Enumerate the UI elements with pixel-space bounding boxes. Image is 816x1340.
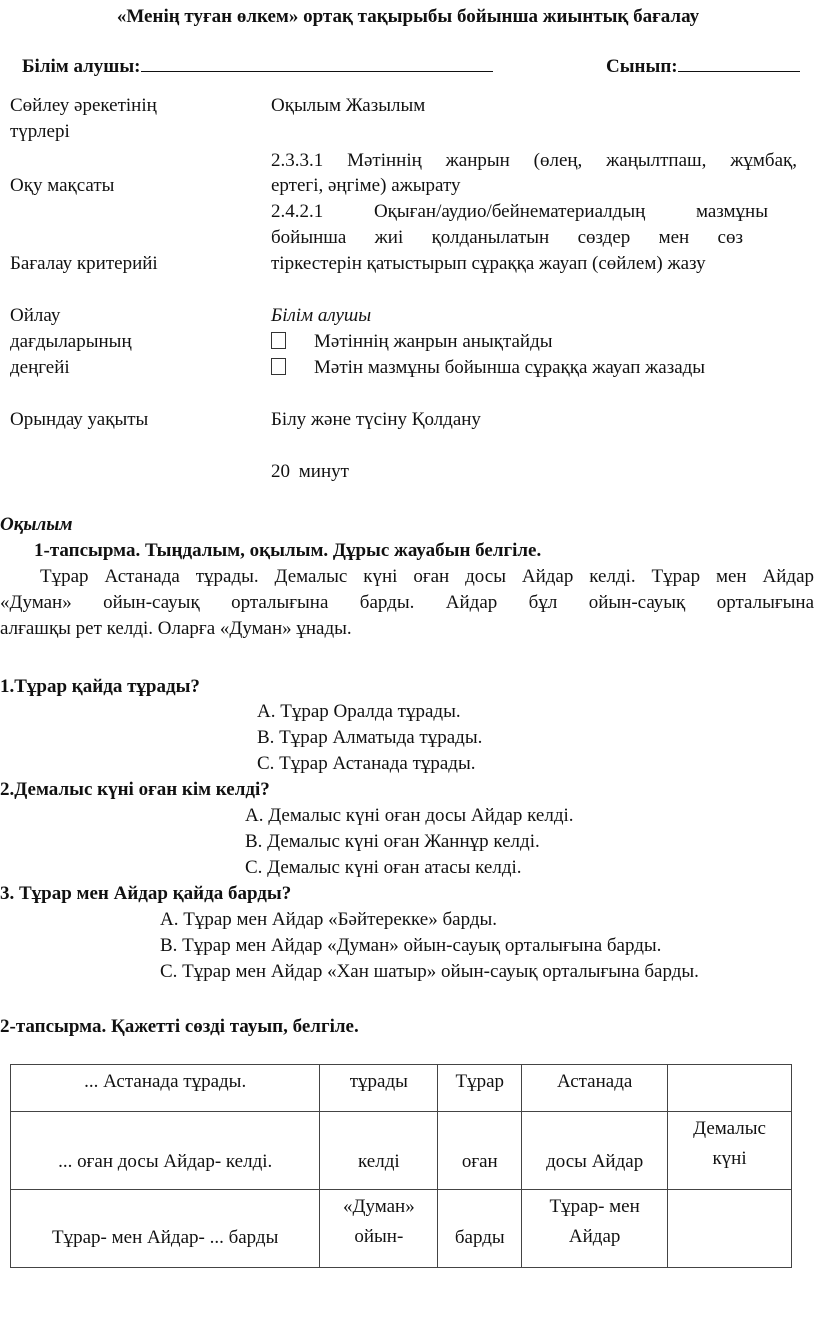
thinking-label-1: Ойлау <box>10 305 61 326</box>
word-cell[interactable] <box>668 1190 792 1268</box>
word-table <box>10 1064 792 1268</box>
class-label: Сынып: <box>606 56 678 77</box>
checkbox-icon <box>271 358 286 375</box>
page-title: «Менің туған өлкем» ортақ тақырыбы бойынша жиынтық бағалау <box>116 6 700 27</box>
q3-option-c[interactable]: C. Тұрар мен Айдар «Хан шатыр» ойын-сауық орталығына барды. <box>160 961 699 982</box>
criteria-text-2: Мәтін мазмұны бойынша сұраққа жауап жазады <box>314 357 706 378</box>
sentence-cell: ... оған досы Айдар- келді. <box>11 1112 320 1190</box>
time-value: 20 минут <box>271 461 349 482</box>
reading-text-2: «Думан» ойын-сауық орталығына барды. Айдар бұл ойын-сауық орталығына <box>0 592 814 613</box>
word-cell[interactable] <box>668 1065 792 1112</box>
thinking-label-3: деңгейі <box>10 357 70 378</box>
goal-2c: тіркестерін қатыстырып сұраққа жауап (сөйлем) жазу <box>271 253 706 274</box>
q1-option-b[interactable]: B. Тұрар Алматыда тұрады. <box>257 727 483 748</box>
sentence-cell: Тұрар- мен Айдар- ... барды <box>11 1190 320 1268</box>
goal-1a: 2.3.3.1 Мәтіннің жанрын (өлең, жаңылтпаш, жұмбақ, <box>271 150 797 171</box>
goal-1b: ертегі, әңгіме) ажырату <box>271 175 461 196</box>
levels-value: Білу және түсіну Қолдану <box>271 409 481 430</box>
criteria-head: Білім алушы <box>271 305 372 326</box>
word-cell[interactable]: оған <box>438 1112 522 1190</box>
reading-text-1: Тұрар Астанада тұрады. Демалыс күні оған досы Айдар келді. Тұрар мен Айдар <box>40 566 814 587</box>
q1-option-c[interactable]: C. Тұрар Астанада тұрады. <box>257 753 476 774</box>
checkbox-icon <box>271 332 286 349</box>
table-row <box>11 1190 792 1268</box>
section-heading: Оқылым <box>0 514 73 535</box>
speech-value: Оқылым Жазылым <box>271 95 426 116</box>
criteria-text-1: Мәтіннің жанрын анықтайды <box>314 331 553 352</box>
student-label: Білім алушы: <box>22 56 141 77</box>
criteria-item-1 <box>271 329 553 355</box>
word-cell[interactable]: Демалыс күні <box>668 1112 792 1190</box>
time-label: Орындау уақыты <box>10 409 149 430</box>
goal-label: Оқу мақсаты <box>10 175 115 196</box>
q3-option-b[interactable]: B. Тұрар мен Айдар «Думан» ойын-сауық орталығына барды. <box>160 935 662 956</box>
question-2: 2.Демалыс күні оған кім келді? <box>0 779 270 800</box>
word-cell[interactable]: тұрады <box>320 1065 438 1112</box>
speech-label-2: түрлері <box>10 121 70 142</box>
reading-text-3: алғашқы рет келді. Оларға «Думан» ұнады. <box>0 618 352 639</box>
question-3: 3. Тұрар мен Айдар қайда барды? <box>0 883 292 904</box>
word-cell[interactable]: Астанада <box>522 1065 668 1112</box>
word-cell[interactable]: Тұрар- мен Айдар <box>522 1190 668 1268</box>
student-field <box>22 51 493 80</box>
word-cell[interactable]: «Думан» ойын- <box>320 1190 438 1268</box>
class-line[interactable] <box>678 51 800 72</box>
q2-option-a[interactable]: A. Демалыс күні оған досы Айдар келді. <box>245 805 574 826</box>
table-row <box>11 1112 792 1190</box>
question-1: 1.Тұрар қайда тұрады? <box>0 676 200 697</box>
criteria-item-2 <box>271 355 705 381</box>
q2-option-c[interactable]: C. Демалыс күні оған атасы келді. <box>245 857 522 878</box>
criteria-label: Бағалау критерийі <box>10 253 158 274</box>
goal-2a: 2.4.2.1 Оқыған/аудио/бейнематериалдың мазмұны <box>271 201 768 222</box>
speech-label-1: Сөйлеу әрекетінің <box>10 95 157 116</box>
q1-option-a[interactable]: A. Тұрар Оралда тұрады. <box>257 701 461 722</box>
task2-heading: 2-тапсырма. Қажетті сөзді тауып, белгіле. <box>0 1016 359 1037</box>
word-cell[interactable]: досы Айдар <box>522 1112 668 1190</box>
class-field <box>606 51 800 80</box>
goal-2b: бойынша жиі қолданылатын сөздер мен сөз <box>271 227 743 248</box>
q2-option-b[interactable]: B. Демалыс күні оған Жаннұр келді. <box>245 831 540 852</box>
table-row <box>11 1065 792 1112</box>
word-cell[interactable]: барды <box>438 1190 522 1268</box>
task1-heading: 1-тапсырма. Тыңдалым, оқылым. Дұрыс жауабын белгіле. <box>34 540 542 561</box>
sentence-cell: ... Астанада тұрады. <box>11 1065 320 1112</box>
word-cell[interactable]: келді <box>320 1112 438 1190</box>
thinking-label-2: дағдыларының <box>10 331 132 352</box>
student-name-line[interactable] <box>141 51 493 72</box>
word-cell[interactable]: Тұрар <box>438 1065 522 1112</box>
q3-option-a[interactable]: A. Тұрар мен Айдар «Бәйтерекке» барды. <box>160 909 498 930</box>
